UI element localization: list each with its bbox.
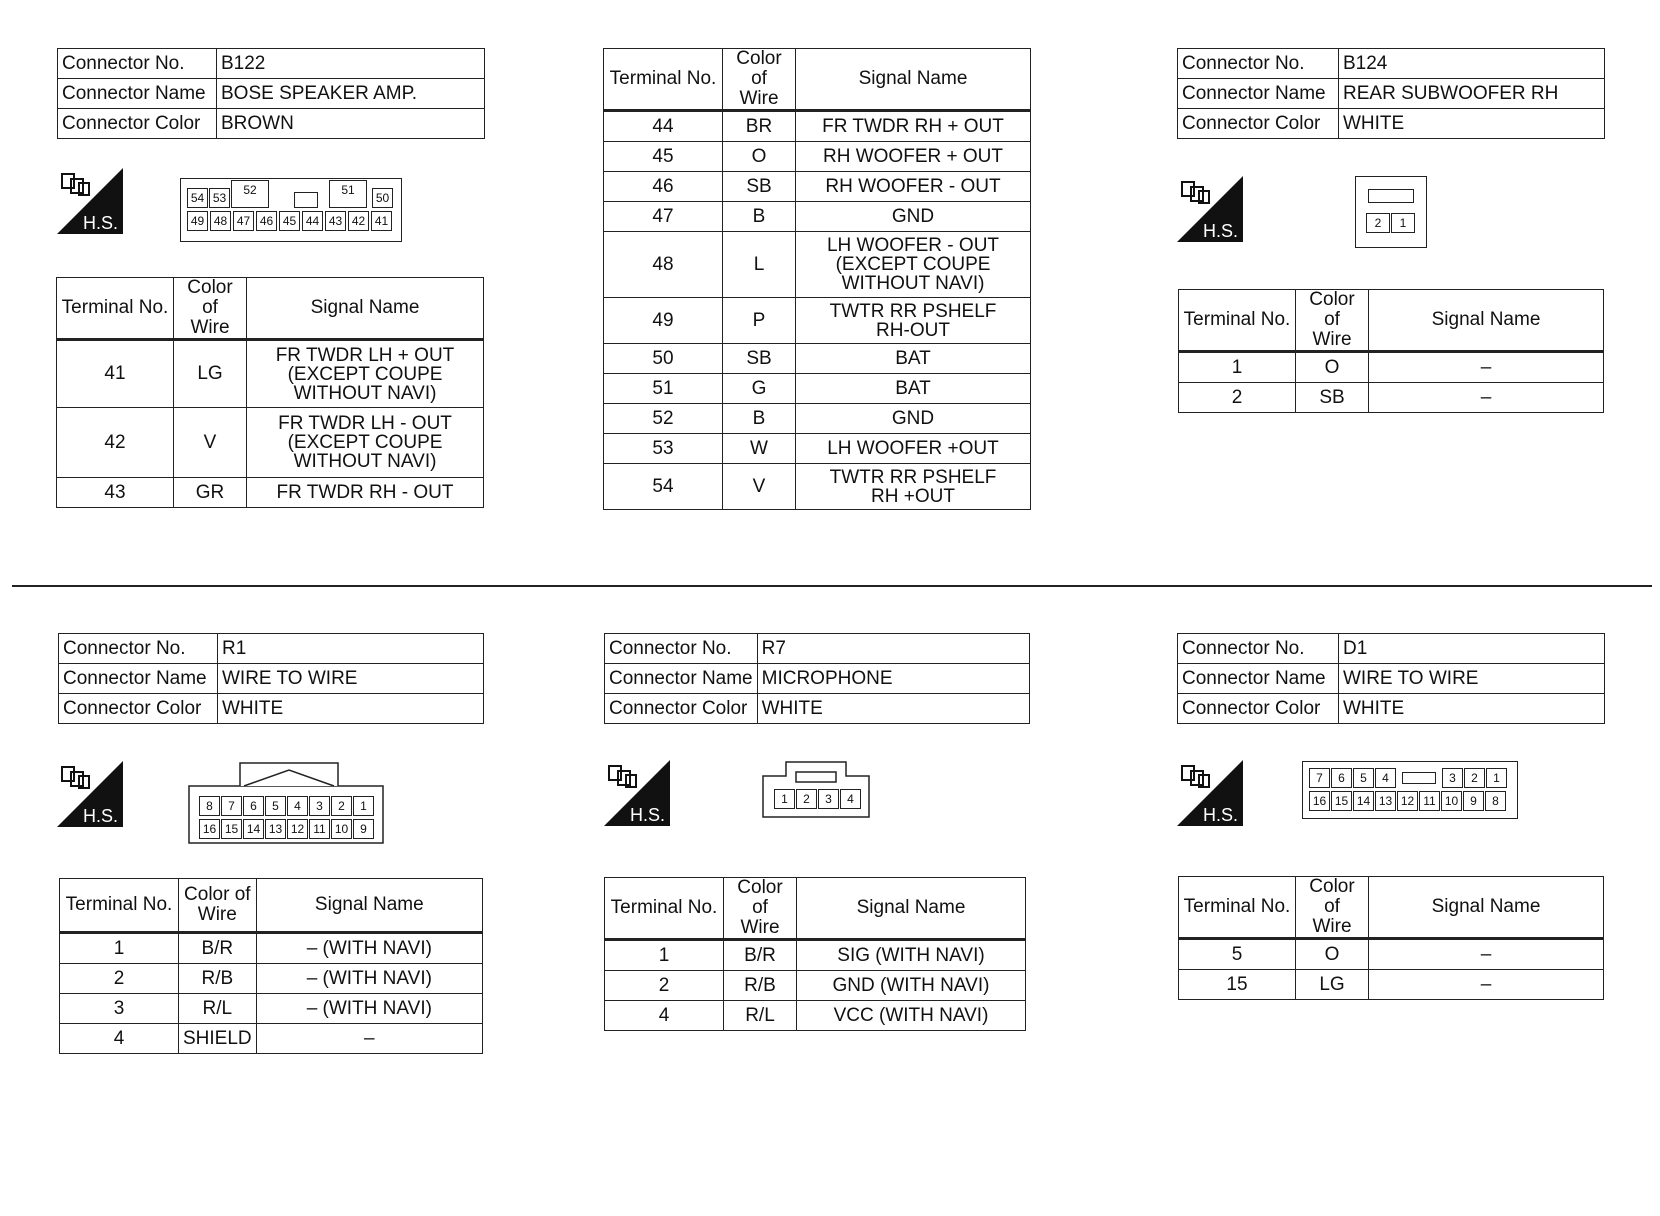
connector-pin: 49: [187, 211, 208, 231]
connector-pin: 47: [233, 211, 254, 231]
color-of-wire-header: Color of Wire: [1296, 290, 1369, 352]
table-row: 47 B GND: [604, 202, 1031, 232]
table-row: 4 SHIELD –: [60, 1024, 483, 1054]
connector-color-label: Connector Color: [1178, 109, 1339, 139]
color-of-wire-header: Color of Wire: [179, 879, 257, 933]
connector-name-value: BOSE SPEAKER AMP.: [217, 79, 485, 109]
table-row: 3 R/L – (WITH NAVI): [60, 994, 483, 1024]
connector-pin: 1: [774, 789, 795, 809]
hs-label: H.S.: [630, 805, 666, 825]
hs-harness-icon: [57, 168, 123, 234]
r7-terminal-table: [604, 877, 1026, 1031]
connector-pin: 1: [353, 796, 374, 816]
table-row: 50 SB BAT: [604, 344, 1031, 374]
connector-pin: 54: [187, 188, 208, 208]
hs-label: H.S.: [83, 213, 119, 233]
connector-pin: 3: [1442, 768, 1463, 788]
connector-pin: 42: [348, 211, 369, 231]
terminal-no-header: Terminal No.: [60, 879, 179, 933]
connector-color-value: BROWN: [217, 109, 485, 139]
connector-pin: 16: [199, 819, 220, 839]
connector-no-value: R7: [757, 634, 1029, 664]
connector-pin: 8: [199, 796, 220, 816]
connector-pin: 44: [302, 211, 323, 231]
table-row: 5 O –: [1179, 939, 1604, 970]
b122-connector-face: [180, 178, 402, 242]
table-row: 1 B/R – (WITH NAVI): [60, 933, 483, 964]
table-row: 2 SB –: [1179, 383, 1604, 413]
r1-terminal-table: [59, 878, 483, 1054]
r7-connector-face: [762, 760, 870, 818]
table-row: 42 V FR TWDR LH - OUT (EXCEPT COUPE WITHOUT NAVI): [57, 408, 484, 478]
connector-no-label: Connector No.: [58, 49, 217, 79]
signal-name-header: Signal Name: [796, 49, 1031, 111]
connector-pin: 2: [796, 789, 817, 809]
signal-name-header: Signal Name: [1369, 877, 1604, 939]
table-row: 1 B/R SIG (WITH NAVI): [605, 940, 1026, 971]
hs-harness-icon: [1177, 760, 1243, 826]
color-of-wire-header: Color of Wire: [1296, 877, 1369, 939]
b124-connector-face: [1355, 176, 1427, 248]
table-row: 46 SB RH WOOFER - OUT: [604, 172, 1031, 202]
table-row: 53 W LH WOOFER +OUT: [604, 434, 1031, 464]
connector-color-label: Connector Color: [58, 109, 217, 139]
table-row: 52 B GND: [604, 404, 1031, 434]
table-row: 45 O RH WOOFER + OUT: [604, 142, 1031, 172]
connector-color-value: WHITE: [1339, 109, 1605, 139]
connector-no-value: B124: [1339, 49, 1605, 79]
hs-label: H.S.: [1203, 805, 1239, 825]
connector-pin: 41: [371, 211, 392, 231]
r1-connector-info: [58, 633, 484, 724]
connector-name-label: Connector Name: [1178, 79, 1339, 109]
connector-pin: 2: [331, 796, 352, 816]
connector-no-value: R1: [218, 634, 484, 664]
color-of-wire-header: Color of Wire: [723, 49, 796, 111]
color-of-wire-header: Color of Wire: [174, 278, 247, 340]
connector-pin: 48: [210, 211, 231, 231]
connector-name-value: MICROPHONE: [757, 664, 1029, 694]
connector-pin: 2: [1366, 213, 1390, 233]
table-row: 51 G BAT: [604, 374, 1031, 404]
connector-pin: 14: [243, 819, 264, 839]
connector-no-value: B122: [217, 49, 485, 79]
table-row: 15 LG –: [1179, 970, 1604, 1000]
connector-no-value: D1: [1339, 634, 1605, 664]
connector-pin: 6: [243, 796, 264, 816]
b124-connector-info: [1177, 48, 1605, 139]
connector-color-value: WHITE: [757, 694, 1029, 724]
connector-pin: 53: [209, 188, 230, 208]
table-row: 4 R/L VCC (WITH NAVI): [605, 1001, 1026, 1031]
b122-connector-info: [57, 48, 485, 139]
connector-pin: 15: [221, 819, 242, 839]
connector-pin: 4: [287, 796, 308, 816]
table-row: 2 R/B GND (WITH NAVI): [605, 971, 1026, 1001]
b124-terminal-table: [1178, 289, 1604, 413]
d1-connector-info: [1177, 633, 1605, 724]
connector-pin: 3: [309, 796, 330, 816]
connector-color-label: Connector Color: [1178, 694, 1339, 724]
section-divider: [12, 585, 1652, 587]
table-row: 1 O –: [1179, 352, 1604, 383]
connector-color-value: WHITE: [1339, 694, 1605, 724]
connector-pin: 12: [287, 819, 308, 839]
hs-harness-icon: [604, 760, 670, 826]
table-row: 48 L LH WOOFER - OUT (EXCEPT COUPE WITHOUT NAVI): [604, 232, 1031, 298]
connector-pin: 9: [353, 819, 374, 839]
b122-terminal-table: [56, 277, 484, 508]
connector-no-label: Connector No.: [1178, 49, 1339, 79]
d1-connector-face: [1302, 761, 1518, 819]
connector-pin: 1: [1391, 213, 1415, 233]
connector-pin: 51: [329, 180, 367, 208]
table-row: 43 GR FR TWDR RH - OUT: [57, 478, 484, 508]
connector-pin: 50: [372, 188, 393, 208]
signal-name-header: Signal Name: [797, 878, 1026, 940]
signal-name-header: Signal Name: [256, 879, 482, 933]
connector-name-label: Connector Name: [58, 79, 217, 109]
connector-pin: 6: [1331, 768, 1352, 788]
connector-name-value: REAR SUBWOOFER RH: [1339, 79, 1605, 109]
connector-color-label: Connector Color: [59, 694, 218, 724]
connector-pin: 4: [1375, 768, 1396, 788]
connector-pin: 12: [1397, 791, 1418, 811]
connector-pin: 43: [325, 211, 346, 231]
connector-pin: 7: [1309, 768, 1330, 788]
terminal-no-header: Terminal No.: [1179, 290, 1296, 352]
signal-name-header: Signal Name: [247, 278, 484, 340]
connector-key: [1368, 189, 1414, 203]
connector-pin: 46: [256, 211, 277, 231]
r7-connector-info: [604, 633, 1030, 724]
table-row: 49 P TWTR RR PSHELF RH-OUT: [604, 298, 1031, 344]
connector-name-label: Connector Name: [1178, 664, 1339, 694]
b122-terminal-table-continued: [603, 48, 1031, 510]
connector-pin: 11: [1419, 791, 1440, 811]
table-row: 41 LG FR TWDR LH + OUT (EXCEPT COUPE WITHOUT NAVI): [57, 340, 484, 408]
d1-terminal-table: [1178, 876, 1604, 1000]
connector-pin: 45: [279, 211, 300, 231]
connector-name-value: WIRE TO WIRE: [1339, 664, 1605, 694]
table-row: 2 R/B – (WITH NAVI): [60, 964, 483, 994]
terminal-no-header: Terminal No.: [1179, 877, 1296, 939]
connector-no-label: Connector No.: [605, 634, 758, 664]
connector-pin: 11: [309, 819, 330, 839]
connector-color-value: WHITE: [218, 694, 484, 724]
r1-connector-face: [188, 760, 384, 844]
terminal-no-header: Terminal No.: [604, 49, 723, 111]
connector-pin: 1: [1486, 768, 1507, 788]
hs-label: H.S.: [83, 806, 119, 826]
connector-pin: 14: [1353, 791, 1374, 811]
connector-key: [294, 192, 318, 208]
connector-pin: 5: [265, 796, 286, 816]
table-row: 44 BR FR TWDR RH + OUT: [604, 111, 1031, 142]
signal-name-header: Signal Name: [1369, 290, 1604, 352]
connector-no-label: Connector No.: [1178, 634, 1339, 664]
connector-pin: 13: [1375, 791, 1396, 811]
connector-pin: 2: [1464, 768, 1485, 788]
connector-pin: 10: [331, 819, 352, 839]
connector-pin: 9: [1463, 791, 1484, 811]
connector-no-label: Connector No.: [59, 634, 218, 664]
color-of-wire-header: Color of Wire: [724, 878, 797, 940]
connector-pin: 13: [265, 819, 286, 839]
hs-harness-icon: [57, 761, 123, 827]
connector-pin: 10: [1441, 791, 1462, 811]
connector-pin: 52: [231, 180, 269, 208]
table-row: 54 V TWTR RR PSHELF RH +OUT: [604, 464, 1031, 510]
connector-key: [1402, 772, 1436, 784]
terminal-no-header: Terminal No.: [605, 878, 724, 940]
connector-name-label: Connector Name: [59, 664, 218, 694]
connector-pin: 8: [1485, 791, 1506, 811]
connector-pin: 15: [1331, 791, 1352, 811]
connector-name-value: WIRE TO WIRE: [218, 664, 484, 694]
terminal-no-header: Terminal No.: [57, 278, 174, 340]
hs-harness-icon: [1177, 176, 1243, 242]
connector-color-label: Connector Color: [605, 694, 758, 724]
connector-pin: 5: [1353, 768, 1374, 788]
connector-pin: 3: [818, 789, 839, 809]
connector-pin: 4: [840, 789, 861, 809]
connector-pin: 16: [1309, 791, 1330, 811]
connector-name-label: Connector Name: [605, 664, 758, 694]
hs-label: H.S.: [1203, 221, 1239, 241]
connector-pin: 7: [221, 796, 242, 816]
